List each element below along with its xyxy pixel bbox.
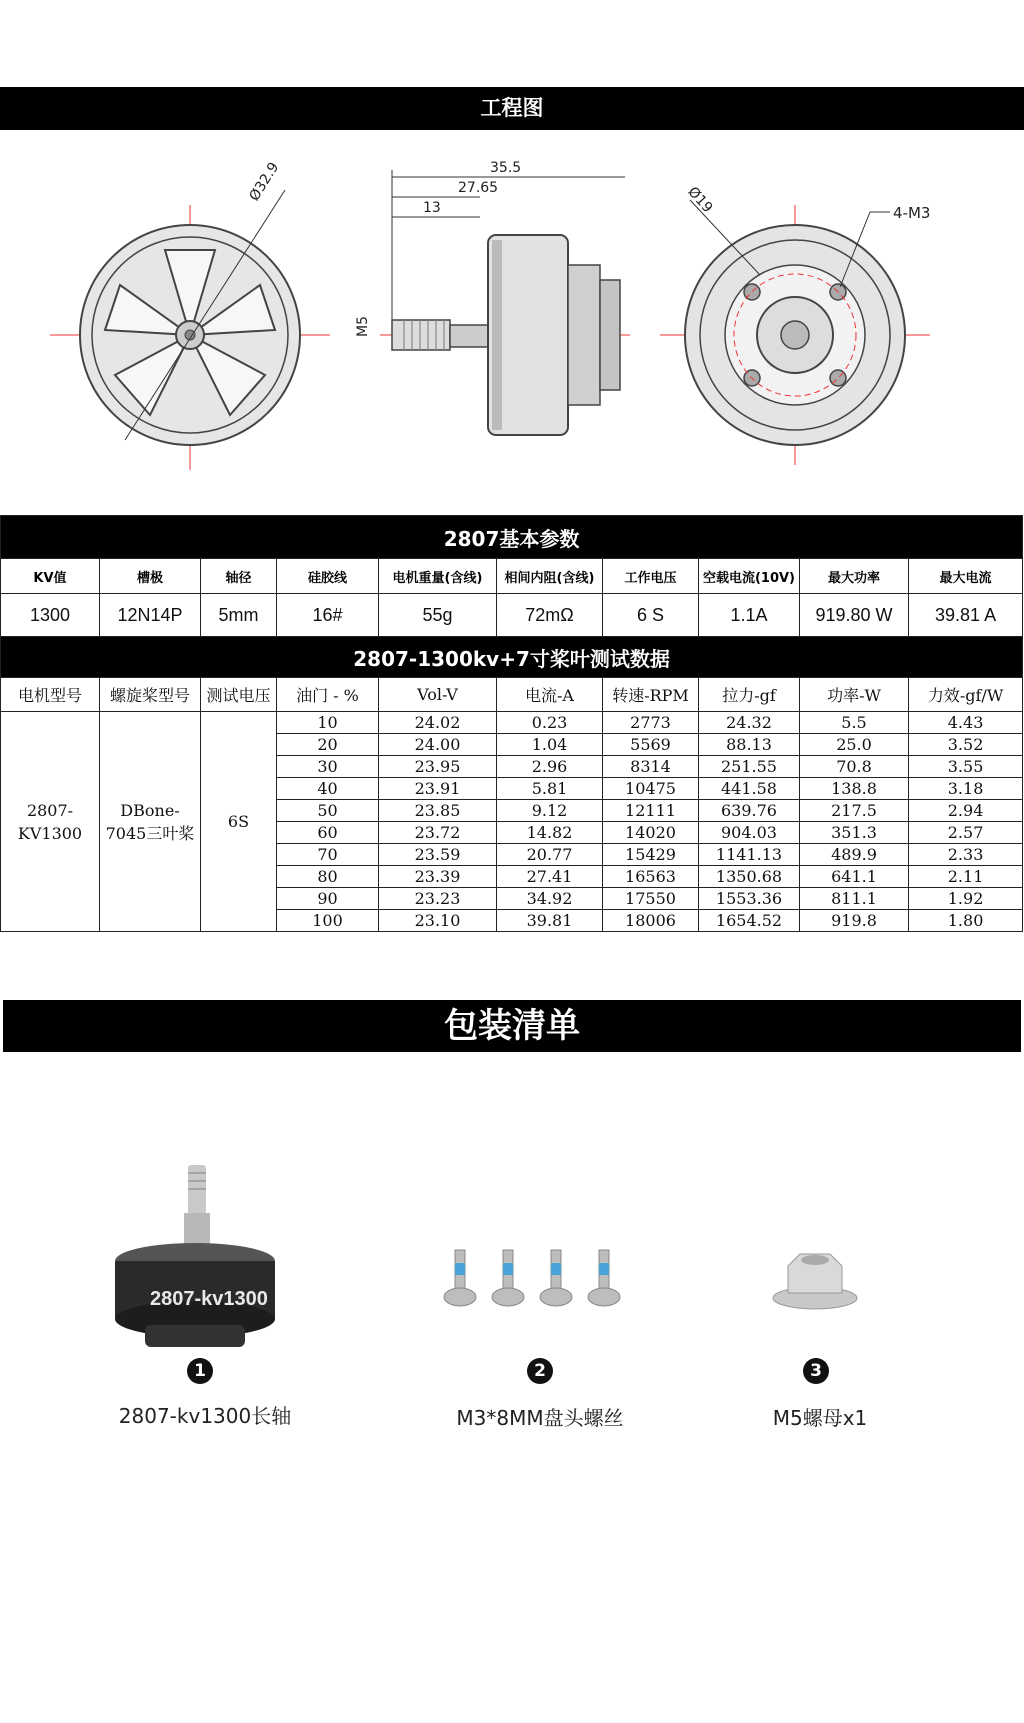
- table-cell: 489.9: [800, 844, 909, 866]
- table-cell: 2.57: [909, 822, 1023, 844]
- table-cell: 919.8: [800, 910, 909, 932]
- table-cell: 30: [277, 756, 379, 778]
- test-data-table: [0, 636, 1023, 932]
- basic-header: 硅胶线: [277, 559, 379, 594]
- basic-value: 1300: [1, 594, 100, 637]
- table-cell: 639.76: [699, 800, 800, 822]
- test-header: 拉力-gf: [699, 678, 800, 712]
- basic-value: 1.1A: [699, 594, 800, 637]
- table-cell: 50: [277, 800, 379, 822]
- table-cell: 1553.36: [699, 888, 800, 910]
- table-cell: 9.12: [497, 800, 603, 822]
- basic-value: 919.80 W: [800, 594, 909, 637]
- table-cell: 3.18: [909, 778, 1023, 800]
- packing-title: 包装清单: [3, 1000, 1021, 1052]
- item-caption-1: 2807-kv1300长轴: [118, 1404, 292, 1428]
- table-cell: 351.3: [800, 822, 909, 844]
- table-row: [1, 712, 1023, 734]
- propeller-cell: DBone-7045三叶桨: [100, 712, 201, 932]
- shaft-len-label: 13: [423, 200, 441, 216]
- table-cell: 2.94: [909, 800, 1023, 822]
- table-cell: 1654.52: [699, 910, 800, 932]
- table-cell: 5569: [603, 734, 699, 756]
- table-cell: 90: [277, 888, 379, 910]
- table-cell: 70.8: [800, 756, 909, 778]
- table-cell: 441.58: [699, 778, 800, 800]
- screws-image: [433, 1245, 633, 1315]
- table-cell: 34.92: [497, 888, 603, 910]
- basic-header: 空载电流(10V): [699, 559, 800, 594]
- table-cell: 14020: [603, 822, 699, 844]
- front-view: [50, 160, 330, 470]
- table-cell: 0.23: [497, 712, 603, 734]
- test-header: 电机型号: [1, 678, 100, 712]
- nut-image: [770, 1248, 860, 1313]
- table-cell: 25.0: [800, 734, 909, 756]
- table-cell: 23.10: [379, 910, 497, 932]
- rear-view: [660, 184, 930, 465]
- basic-params-title: 2807基本参数: [1, 516, 1023, 559]
- test-data-title: 2807-1300kv+7寸桨叶测试数据: [1, 637, 1023, 678]
- basic-header: 相间内阻(含线): [497, 559, 603, 594]
- table-cell: 217.5: [800, 800, 909, 822]
- table-cell: 24.00: [379, 734, 497, 756]
- mount-screw-label: 4-M3: [893, 204, 931, 222]
- table-cell: 23.72: [379, 822, 497, 844]
- table-cell: 641.1: [800, 866, 909, 888]
- table-cell: 18006: [603, 910, 699, 932]
- basic-header: KV值: [1, 559, 100, 594]
- item-caption-2: M3*8MM盘头螺丝: [456, 1406, 624, 1430]
- test-header: 力效-gf/W: [909, 678, 1023, 712]
- basic-header: 最大电流: [909, 559, 1023, 594]
- table-cell: 60: [277, 822, 379, 844]
- table-cell: 23.59: [379, 844, 497, 866]
- table-cell: 8314: [603, 756, 699, 778]
- item-number-3: 3: [803, 1358, 829, 1384]
- thread-label: M5: [355, 316, 371, 337]
- table-cell: 17550: [603, 888, 699, 910]
- item-caption-3: M5螺母x1: [772, 1406, 868, 1430]
- table-cell: 14.82: [497, 822, 603, 844]
- basic-header: 电机重量(含线): [379, 559, 497, 594]
- table-cell: 138.8: [800, 778, 909, 800]
- total-len-label: 35.5: [490, 160, 522, 176]
- table-cell: 1141.13: [699, 844, 800, 866]
- table-cell: 2773: [603, 712, 699, 734]
- test-header: 电流-A: [497, 678, 603, 712]
- table-cell: 3.55: [909, 756, 1023, 778]
- table-cell: 20.77: [497, 844, 603, 866]
- item-number-2: 2: [527, 1358, 553, 1384]
- table-cell: 24.02: [379, 712, 497, 734]
- table-cell: 80: [277, 866, 379, 888]
- test-header: 功率-W: [800, 678, 909, 712]
- table-cell: 1.80: [909, 910, 1023, 932]
- table-cell: 70: [277, 844, 379, 866]
- item-number-1: 1: [187, 1358, 213, 1384]
- table-cell: 16563: [603, 866, 699, 888]
- table-cell: 24.32: [699, 712, 800, 734]
- table-cell: 251.55: [699, 756, 800, 778]
- motor-label: 2807-kv1300: [150, 1288, 268, 1310]
- table-cell: 12111: [603, 800, 699, 822]
- side-view: [355, 160, 630, 435]
- engineering-title: 工程图: [0, 87, 1024, 130]
- table-cell: 1.04: [497, 734, 603, 756]
- test-header: 油门 - %: [277, 678, 379, 712]
- table-cell: 20: [277, 734, 379, 756]
- test-header: 螺旋桨型号: [100, 678, 201, 712]
- table-cell: 904.03: [699, 822, 800, 844]
- table-cell: 23.39: [379, 866, 497, 888]
- test-header: 测试电压: [201, 678, 277, 712]
- engineering-drawing: [0, 150, 1024, 480]
- basic-value: 5mm: [201, 594, 277, 637]
- basic-header: 工作电压: [603, 559, 699, 594]
- body-len-label: 27.65: [458, 180, 499, 196]
- table-cell: 10475: [603, 778, 699, 800]
- basic-header: 最大功率: [800, 559, 909, 594]
- test-header: 转速-RPM: [603, 678, 699, 712]
- table-cell: 100: [277, 910, 379, 932]
- basic-value: 55g: [379, 594, 497, 637]
- table-cell: 39.81: [497, 910, 603, 932]
- table-cell: 2.96: [497, 756, 603, 778]
- table-cell: 2.33: [909, 844, 1023, 866]
- basic-value: 12N14P: [100, 594, 201, 637]
- table-cell: 15429: [603, 844, 699, 866]
- basic-value: 6 S: [603, 594, 699, 637]
- basic-value: 72mΩ: [497, 594, 603, 637]
- table-cell: 811.1: [800, 888, 909, 910]
- table-cell: 23.23: [379, 888, 497, 910]
- table-cell: 10: [277, 712, 379, 734]
- motor-model-cell: 2807-KV1300: [1, 712, 100, 932]
- basic-header: 槽极: [100, 559, 201, 594]
- table-cell: 23.85: [379, 800, 497, 822]
- basic-header: 轴径: [201, 559, 277, 594]
- table-cell: 4.43: [909, 712, 1023, 734]
- test-header: Vol-V: [379, 678, 497, 712]
- basic-params-table: [0, 515, 1023, 637]
- table-cell: 40: [277, 778, 379, 800]
- basic-value: 16#: [277, 594, 379, 637]
- table-cell: 5.81: [497, 778, 603, 800]
- table-cell: 1.92: [909, 888, 1023, 910]
- table-cell: 2.11: [909, 866, 1023, 888]
- table-cell: 3.52: [909, 734, 1023, 756]
- table-cell: 1350.68: [699, 866, 800, 888]
- table-cell: 88.13: [699, 734, 800, 756]
- table-cell: 27.41: [497, 866, 603, 888]
- table-cell: 5.5: [800, 712, 909, 734]
- mount-dia-label: Ø19: [684, 183, 716, 217]
- motor-image: [110, 1165, 280, 1360]
- voltage-cell: 6S: [201, 712, 277, 932]
- basic-value: 39.81 A: [909, 594, 1023, 637]
- table-cell: 23.95: [379, 756, 497, 778]
- outer-dia-label: Ø32.9: [246, 159, 283, 205]
- table-cell: 23.91: [379, 778, 497, 800]
